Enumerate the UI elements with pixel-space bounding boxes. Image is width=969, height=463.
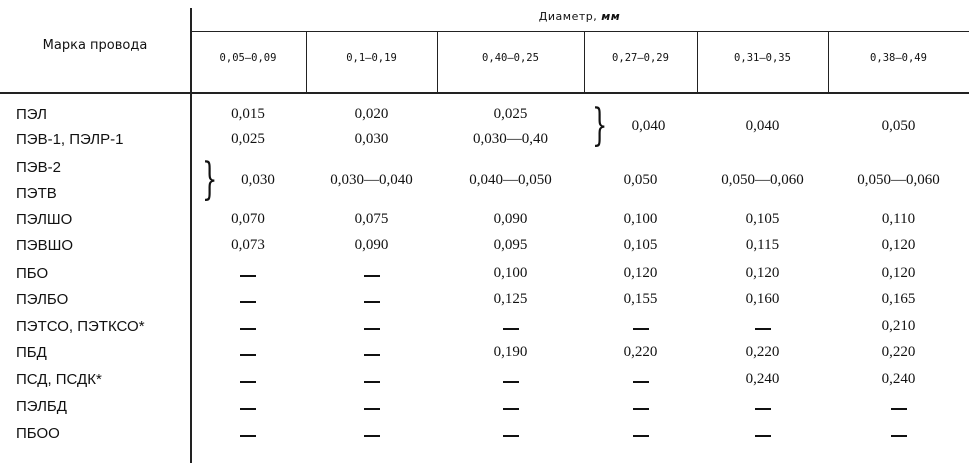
cell-pev2-petv-col5: 0,050—0,060 xyxy=(721,172,804,188)
dash-mark xyxy=(633,435,649,437)
mark-column-header: Марка провода xyxy=(42,38,148,53)
cell-pel-col2: 0,020 xyxy=(354,106,389,122)
table-cell: 0,105 xyxy=(623,237,658,253)
table-cell: 0,210 xyxy=(881,318,916,334)
header-bottom-rule xyxy=(0,92,969,94)
mark-column-divider xyxy=(190,8,192,463)
row-name-pelbd: ПЭЛБД xyxy=(16,398,67,415)
table-cell: 0,120 xyxy=(881,237,916,253)
dash-mark xyxy=(755,408,771,410)
brace-pev2-petv: } xyxy=(202,154,218,205)
column-header-6: 0,38—0,49 xyxy=(870,52,927,64)
cell-pev1-col3: 0,030—0,40 xyxy=(473,131,548,147)
table-cell: 0,165 xyxy=(881,291,916,307)
dash-mark xyxy=(240,408,256,410)
dash-mark xyxy=(633,328,649,330)
cell-pev1-col1: 0,025 xyxy=(231,131,265,147)
table-cell: 0,105 xyxy=(745,211,780,227)
dash-mark xyxy=(503,435,519,437)
table-cell: 0,095 xyxy=(493,237,528,253)
column-header-4: 0,27—0,29 xyxy=(612,52,669,64)
table-cell: 0,110 xyxy=(881,211,916,227)
dash-mark xyxy=(364,435,380,437)
cell-pev2-petv-col4: 0,050 xyxy=(623,172,658,188)
table-cell: 0,070 xyxy=(231,211,265,227)
table-cell: 0,240 xyxy=(881,371,916,387)
table-cell: 0,190 xyxy=(493,344,528,360)
dash-mark xyxy=(240,275,256,277)
row-name-pboo: ПБОО xyxy=(16,425,60,442)
cell-pev2-petv-col2: 0,030—0,040 xyxy=(330,172,413,188)
row-name-pbd: ПБД xyxy=(16,344,47,361)
dash-mark xyxy=(891,435,907,437)
row-name-pel: ПЭЛ xyxy=(16,106,47,123)
row-name-pev1: ПЭВ-1, ПЭЛР-1 xyxy=(16,131,124,148)
dash-mark xyxy=(503,408,519,410)
row-name-pev2: ПЭВ-2 xyxy=(16,159,61,176)
dash-mark xyxy=(240,354,256,356)
dash-mark xyxy=(364,275,380,277)
column-header-5: 0,31—0,35 xyxy=(734,52,791,64)
table-cell: 0,115 xyxy=(745,237,780,253)
table-cell: 0,100 xyxy=(493,265,528,281)
row-name-petso: ПЭТСО, ПЭТКСО* xyxy=(16,318,145,335)
table-cell: 0,125 xyxy=(493,291,528,307)
row-name-pelbo: ПЭЛБО xyxy=(16,291,69,308)
dash-mark xyxy=(364,381,380,383)
row-name-pbo: ПБО xyxy=(16,265,49,282)
dash-mark xyxy=(240,301,256,303)
table-cell: 0,075 xyxy=(354,211,389,227)
diameter-header xyxy=(190,10,969,23)
table-cell: 0,240 xyxy=(745,371,780,387)
diameter-unit: мм xyxy=(601,10,621,23)
row-name-pevsho: ПЭВШО xyxy=(16,237,73,254)
column-header-3: 0,40—0,25 xyxy=(482,52,539,64)
table-cell: 0,220 xyxy=(745,344,780,360)
cell-pev2-petv-col1: 0,030 xyxy=(241,172,275,188)
table-cell: 0,090 xyxy=(354,237,389,253)
cell-pel-pev1-col6: 0,050 xyxy=(881,118,916,134)
cell-pel-pev1-col5: 0,040 xyxy=(745,118,780,134)
dash-mark xyxy=(503,328,519,330)
dash-mark xyxy=(364,408,380,410)
table-cell: 0,073 xyxy=(231,237,265,253)
cell-pev2-petv-col6: 0,050—0,060 xyxy=(857,172,940,188)
table-cell: 0,220 xyxy=(623,344,658,360)
cell-pel-pev1-col4: 0,040 xyxy=(631,118,666,134)
table-cell: 0,100 xyxy=(623,211,658,227)
dash-mark xyxy=(633,408,649,410)
dash-mark xyxy=(364,354,380,356)
dash-mark xyxy=(240,328,256,330)
table-cell: 0,155 xyxy=(623,291,658,307)
dash-mark xyxy=(364,301,380,303)
cell-pel-col3: 0,025 xyxy=(493,106,528,122)
cell-pev1-col2: 0,030 xyxy=(354,131,389,147)
dash-mark xyxy=(240,435,256,437)
dash-mark xyxy=(891,408,907,410)
table-cell: 0,220 xyxy=(881,344,916,360)
dash-mark xyxy=(633,381,649,383)
cell-pel-col1: 0,015 xyxy=(231,106,265,122)
column-header-1: 0,05—0,09 xyxy=(219,52,277,64)
cell-pev2-petv-col3: 0,040—0,050 xyxy=(469,172,552,188)
table-cell: 0,120 xyxy=(745,265,780,281)
table-cell: 0,120 xyxy=(881,265,916,281)
row-name-petv: ПЭТВ xyxy=(16,185,57,202)
dash-mark xyxy=(364,328,380,330)
row-name-pelsho: ПЭЛШО xyxy=(16,211,73,228)
dash-mark xyxy=(755,328,771,330)
dash-mark xyxy=(240,381,256,383)
brace-pel-pev1: } xyxy=(592,100,608,151)
table-cell: 0,120 xyxy=(623,265,658,281)
column-header-2: 0,1—0,19 xyxy=(346,52,397,64)
diameter-label: Диаметр, xyxy=(538,10,598,23)
dash-mark xyxy=(755,435,771,437)
table-cell: 0,090 xyxy=(493,211,528,227)
table-cell: 0,160 xyxy=(745,291,780,307)
row-name-psd: ПСД, ПСДК* xyxy=(16,371,102,388)
dash-mark xyxy=(503,381,519,383)
